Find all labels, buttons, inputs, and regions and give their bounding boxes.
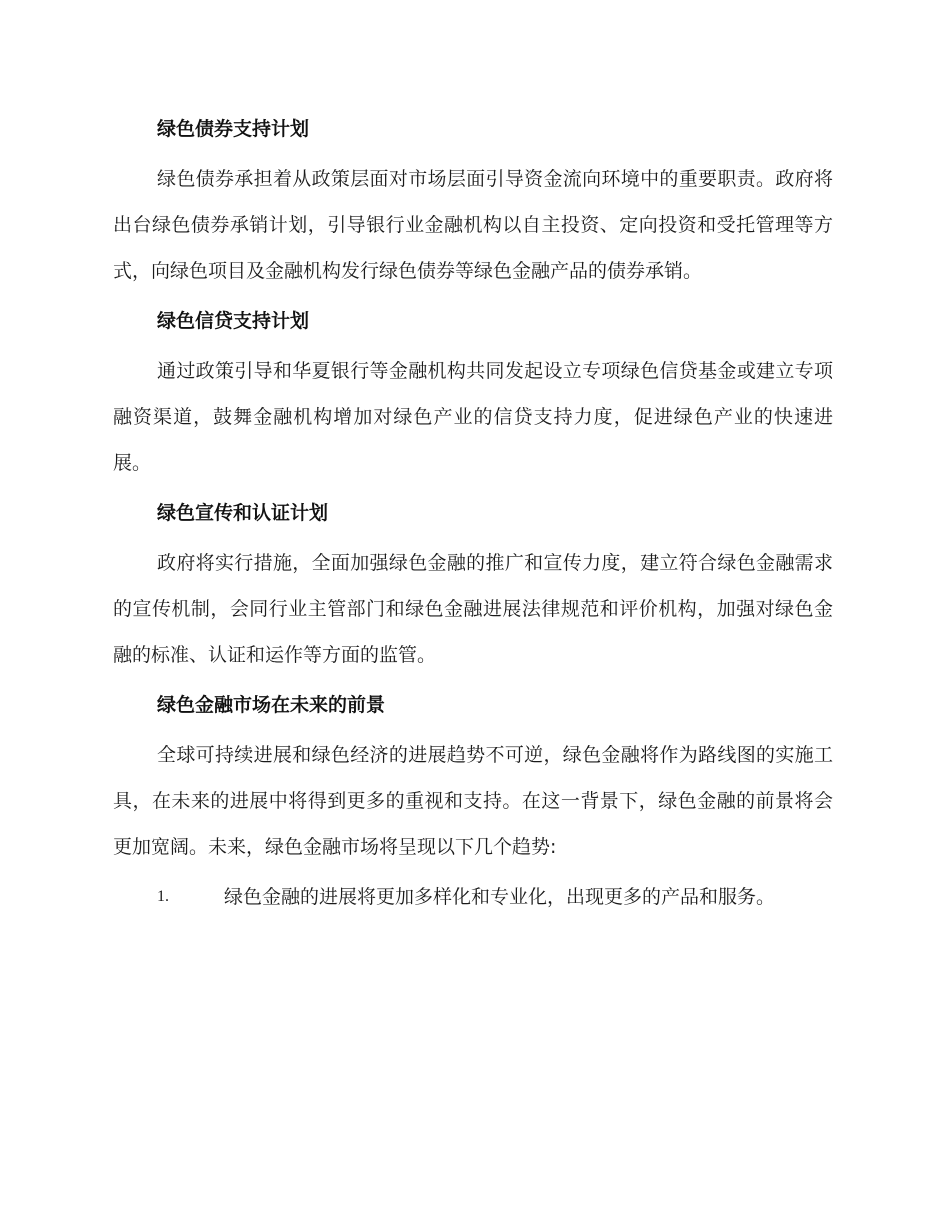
section-paragraph-market-outlook: 全球可持续进展和绿色经济的进展趋势不可逆，绿色金融将作为路线图的实施工具，在未来的进展中将得到更多的重视和支持。在这一背景下，绿色金融的前景将会更加宽阔。未来，绿色金融市场将呈现以下几个趋势: xyxy=(113,744,833,858)
list-item xyxy=(113,874,833,920)
section-heading-green-bond: 绿色债券支持计划 xyxy=(157,118,310,140)
section-paragraph-green-credit: 通过政策引导和华夏银行等金融机构共同发起设立专项绿色信贷基金或建立专项融资渠道，鼓舞金融机构增加对绿色产业的信贷支持力度，促进绿色产业的快速进展。 xyxy=(113,360,833,474)
section-heading-market-outlook: 绿色金融市场在未来的前景 xyxy=(157,694,386,716)
section-heading-green-credit: 绿色信贷支持计划 xyxy=(157,310,310,332)
section-paragraph-green-bond: 绿色债券承担着从政策层面对市场层面引导资金流向环境中的重要职责。政府将出台绿色债券承销计划，引导银行业金融机构以自主投资、定向投资和受托管理等方式，向绿色项目及金融机构发行绿色债券等绿色金融产品的债券承销。 xyxy=(113,168,833,282)
list-item-text: 绿色金融的进展将更加多样化和专业化，出现更多的产品和服务。 xyxy=(224,886,776,908)
section-heading-green-publicity: 绿色宣传和认证计划 xyxy=(157,502,329,524)
list-item-marker: 1. xyxy=(157,888,169,905)
section-paragraph-green-publicity: 政府将实行措施，全面加强绿色金融的推广和宣传力度，建立符合绿色金融需求的宣传机制，会同行业主管部门和绿色金融进展法律规范和评价机构，加强对绿色金融的标准、认证和运作等方面的监管。 xyxy=(113,552,833,666)
document-body xyxy=(113,106,833,920)
